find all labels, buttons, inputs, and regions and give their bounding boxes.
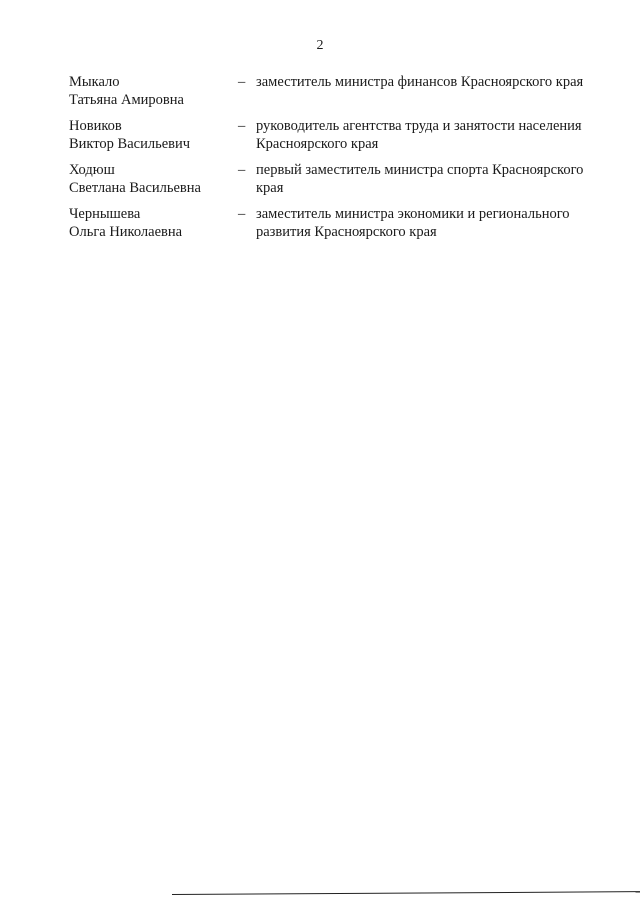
person-name xyxy=(69,161,236,197)
surname: Ходюш xyxy=(69,162,115,178)
page-bottom-rule xyxy=(172,891,640,895)
dash-separator: – xyxy=(238,162,246,178)
given-names: Ольга Николаевна xyxy=(69,224,183,240)
position-title: заместитель министра финансов Красноярского края xyxy=(256,74,584,90)
given-names: Татьяна Амировна xyxy=(69,92,184,108)
position-title: заместитель министра экономики и регионального развития Красноярского края xyxy=(256,206,570,240)
person-name xyxy=(69,73,236,109)
list-item xyxy=(69,73,589,109)
dash-separator: – xyxy=(238,74,246,90)
dash-separator: – xyxy=(238,206,246,222)
position-title: руководитель агентства труда и занятости населения Красноярского края xyxy=(256,118,582,152)
surname: Мыкало xyxy=(69,74,120,90)
surname: Чернышева xyxy=(69,206,141,222)
dash-separator: – xyxy=(238,118,246,134)
person-name xyxy=(69,205,236,241)
member-list xyxy=(69,73,589,249)
person-name xyxy=(69,117,236,153)
list-item xyxy=(69,205,589,241)
given-names: Светлана Васильевна xyxy=(69,180,201,196)
page-number: 2 xyxy=(316,38,324,53)
list-item xyxy=(69,117,589,153)
list-item xyxy=(69,161,589,197)
surname: Новиков xyxy=(69,118,122,134)
position-title: первый заместитель министра спорта Красноярского края xyxy=(256,162,584,196)
given-names: Виктор Васильевич xyxy=(69,136,191,152)
